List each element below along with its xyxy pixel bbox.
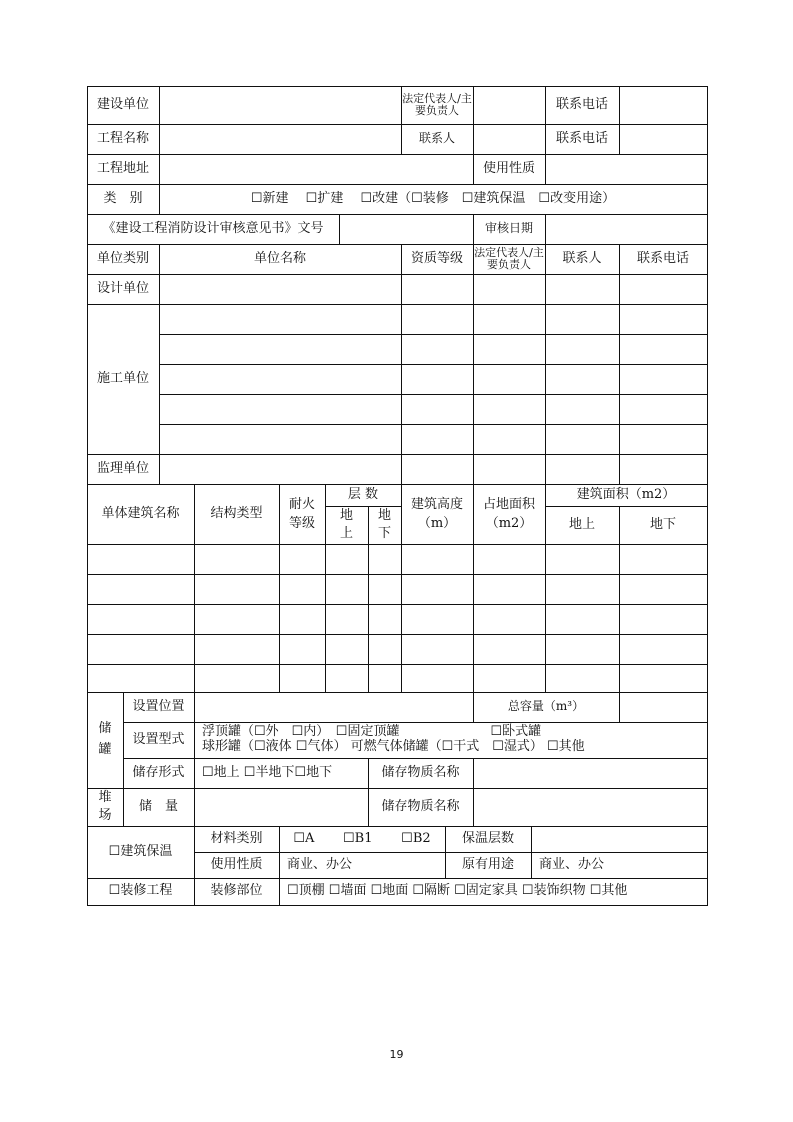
- category-label: 类 别: [103, 190, 143, 206]
- unit-contact-header: 联系人: [562, 250, 602, 266]
- storage-form-label: 储存形式: [132, 764, 185, 780]
- yard-amount-field[interactable]: [194, 788, 368, 826]
- contact-person-field[interactable]: [473, 124, 545, 154]
- contact-person-label: 联系人: [418, 131, 455, 146]
- unit-phone-header: 联系电话: [636, 250, 689, 266]
- building-name-header: 单体建筑名称: [101, 505, 180, 521]
- decoration-parts-options[interactable]: ☐顶棚 ☐墙面 ☐地面 ☐隔断 ☐固定家具 ☐装饰织物 ☐其他: [287, 883, 628, 899]
- yard-material-field[interactable]: [473, 788, 707, 826]
- option-b1[interactable]: ☐B1: [343, 830, 373, 846]
- project-address-label: 工程地址: [96, 160, 149, 176]
- review-date-field[interactable]: [545, 214, 707, 244]
- original-usage-value[interactable]: 商业、办公: [539, 856, 605, 872]
- yard-label: 堆场: [98, 789, 112, 823]
- usage-nature-field[interactable]: [545, 154, 707, 184]
- legal-rep-label: 法定代表人/主要负责人: [402, 91, 472, 117]
- unit-legal-rep-header: 法定代表人/主要负责人: [474, 245, 544, 271]
- unit-name-header: 单位名称: [253, 250, 306, 266]
- insulation-layers-label: 保温层数: [461, 830, 514, 846]
- fire-resistance-header: 耐火等级: [288, 496, 315, 531]
- category-options[interactable]: ☐新建 ☐扩建 ☐改建（☐装修 ☐建筑保温 ☐改变用途）: [250, 190, 616, 206]
- option-a[interactable]: ☐A: [293, 830, 315, 846]
- decoration-parts-label: 装修部位: [210, 883, 263, 899]
- tank-form-line-1[interactable]: 浮顶罐（☐外 ☐内） ☐固定顶罐 ☐卧式罐: [202, 724, 542, 740]
- area-above-header: 地上: [568, 516, 595, 532]
- insulation-usage-value[interactable]: 商业、办公: [287, 856, 353, 872]
- material-type-label: 材料类别: [210, 830, 263, 846]
- tank-form-line-2[interactable]: 球形罐（☐液体 ☐气体） 可燃气体储罐（☐干式 ☐湿式） ☐其他: [202, 739, 585, 754]
- design-unit-label: 设计单位: [96, 280, 149, 296]
- floors-above-header: 地上: [339, 507, 353, 541]
- review-date-label: 审核日期: [484, 221, 533, 236]
- opinion-doc-no-label: 《建设工程消防设计审核意见书》文号: [102, 220, 324, 236]
- contact-phone-field[interactable]: [619, 86, 707, 124]
- floors-below-header: 地下: [377, 507, 391, 541]
- insulation-layers-field[interactable]: [531, 826, 707, 852]
- insulation-usage-label: 使用性质: [210, 856, 263, 872]
- usage-nature-label: 使用性质: [482, 160, 535, 176]
- supervision-unit-label: 监理单位: [96, 460, 149, 476]
- tank-form-options[interactable]: [194, 722, 707, 758]
- storage-form-options[interactable]: ☐地上 ☐半地下☐地下: [202, 764, 333, 780]
- floors-header: 层 数: [347, 486, 379, 502]
- option-b2[interactable]: ☐B2: [401, 830, 431, 846]
- construction-contractor-label: 施工单位: [96, 370, 149, 386]
- yard-amount-label: 储 量: [138, 798, 178, 814]
- floor-area-header: 建筑面积（m2）: [576, 486, 676, 502]
- structure-type-header: 结构类型: [210, 505, 263, 521]
- original-usage-label: 原有用途: [461, 856, 514, 872]
- footprint-header: 占地面积（m2）: [482, 496, 535, 531]
- construction-unit-field[interactable]: [159, 86, 401, 124]
- height-header: 建筑高度（m）: [410, 496, 463, 531]
- tank-material-label: 储存物质名称: [381, 764, 460, 780]
- qualification-header: 资质等级: [410, 250, 463, 266]
- insulation-checkbox[interactable]: ☐建筑保温: [108, 843, 173, 859]
- opinion-doc-no-field[interactable]: [339, 214, 473, 244]
- legal-rep-field[interactable]: [473, 86, 545, 124]
- decoration-checkbox[interactable]: ☐装修工程: [108, 883, 173, 899]
- tank-location-label: 设置位置: [132, 698, 185, 714]
- total-capacity-field[interactable]: [619, 692, 707, 722]
- page-number: 19: [389, 1048, 404, 1061]
- contact-phone-label-2: 联系电话: [555, 130, 608, 146]
- tank-form-label: 设置型式: [132, 731, 185, 747]
- project-name-label: 工程名称: [96, 130, 149, 146]
- unit-type-header: 单位类别: [96, 250, 149, 266]
- construction-unit-label: 建设单位: [96, 96, 149, 112]
- total-capacity-label: 总容量（m³）: [507, 699, 585, 714]
- fire-review-form-table: [87, 86, 707, 906]
- project-address-field[interactable]: [159, 154, 473, 184]
- tank-location-field[interactable]: [194, 692, 473, 722]
- material-type-options[interactable]: [279, 826, 445, 852]
- tank-material-field[interactable]: [473, 758, 707, 788]
- contact-phone-label: 联系电话: [555, 96, 608, 112]
- contact-phone-field-2[interactable]: [619, 124, 707, 154]
- yard-material-label: 储存物质名称: [381, 798, 460, 814]
- project-name-field[interactable]: [159, 124, 401, 154]
- tank-label: 储罐: [98, 721, 112, 757]
- area-below-header: 地下: [649, 516, 676, 532]
